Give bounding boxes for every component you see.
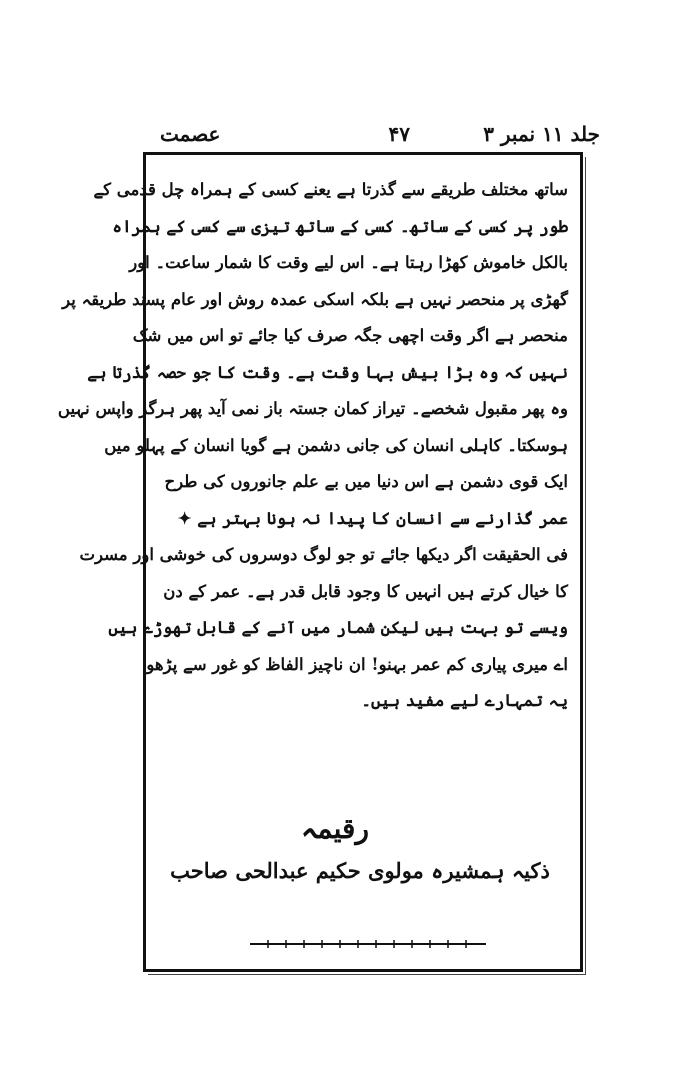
text-line: وہ پھر مقبول شخصے۔ تیراز کمان جستہ باز نمی آید پھر ہرگز واپس نہیں: [57, 399, 568, 418]
text-line: عمر گذارنے سے انسان کا پیدا نہ ہونا بہتر ہے ✦: [177, 508, 568, 528]
text-line: ویسے تو بہت ہیں لیکن شمار میں آنے کے قابل تھوڑے ہیں: [108, 618, 568, 637]
page-number: ۴۷: [388, 122, 410, 146]
magazine-title: عصمت: [160, 122, 221, 146]
text-line: بالکل خاموش کھڑا رہتا ہے۔ اس لیے وقت کا شمار ساعت۔ اور: [129, 253, 568, 272]
text-line: ایک قوی دشمن ہے اس دنیا میں بے علم جانوروں کی طرح: [164, 472, 568, 491]
text-line: نہیں کہ وہ بڑا بیش بہا وقت ہے۔ وقت کا جو حصہ گذرتا ہے: [87, 362, 568, 382]
page-header: [150, 122, 600, 150]
text-line: منحصر ہے اگر وقت اچھی جگہ صرف کیا جائے تو اس میں شک: [132, 326, 568, 345]
text-line: ساتھ مختلف طریقے سے گذرتا ہے یعنے کسی کے ہمراہ چل قدمی کے: [93, 180, 568, 199]
text-line: طور پر کسی کے ساتھ۔ کسی کے ساتھ تیزی سے کسی کے ہمراہ: [112, 216, 568, 236]
text-line: کا خیال کرتے ہیں انہیں کا وجود قابل قدر ہے۔ عمر کے دن: [163, 581, 568, 601]
article-body: [57, 172, 568, 720]
text-line: یہ تمہارے لیے مفید ہیں۔: [361, 691, 568, 710]
author-name: ذکیہ ہمشیرہ مولوی حکیم عبدالحی صاحب: [170, 858, 550, 883]
text-line: فی الحقیقت اگر دیکھا جائے تو جو لوگ دوسروں کی خوشی اور مسرت: [79, 545, 568, 564]
volume-number: جلد ۱۱ نمبر ۳: [483, 122, 600, 146]
text-line: ہوسکتا۔ کاہلی انسان کی جانی دشمن ہے گویا انسان کے پہلو میں: [104, 435, 568, 455]
ornament-divider: [248, 938, 488, 950]
text-line: گھڑی پر منحصر نہیں ہے بلکہ اسکی عمدہ روش اور عام پسند طریقہ پر: [62, 289, 568, 309]
signature-label: رقیمہ: [301, 812, 369, 845]
text-line: اے میری پیاری کم عمر بہنو! ان ناچیز الفاظ کو غور سے پڑھو: [146, 654, 568, 674]
